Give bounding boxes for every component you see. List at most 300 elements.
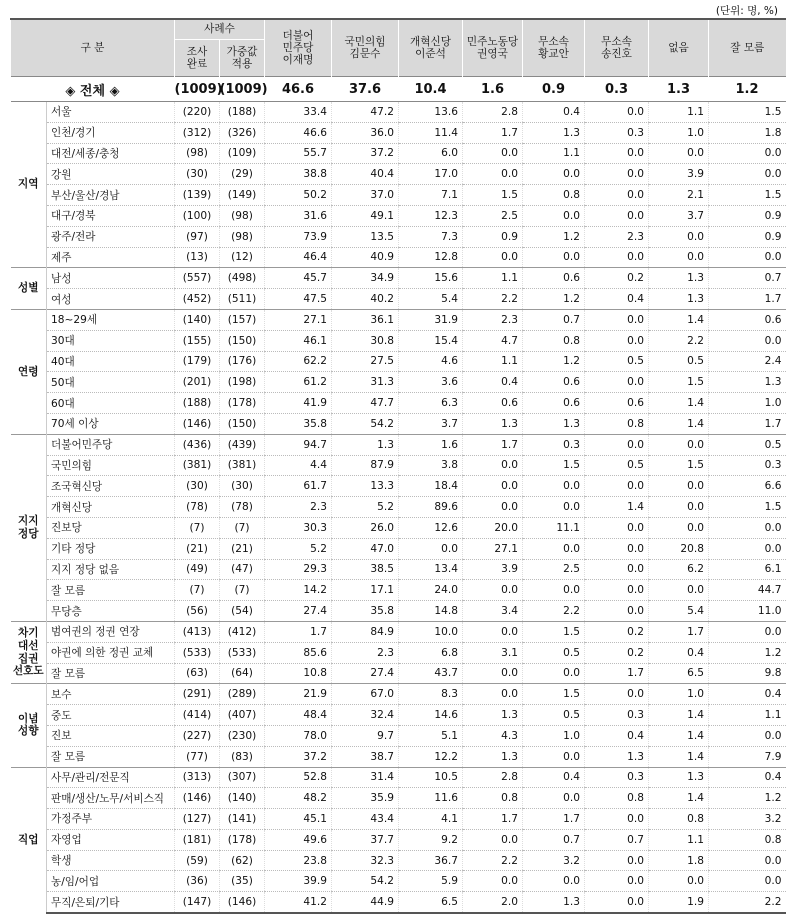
table-row — [11, 143, 786, 164]
value-cell: 0.0 — [523, 247, 585, 268]
n-completed-cell: (146) — [175, 413, 220, 434]
value-cell: 1.7 — [649, 621, 709, 642]
value-cell: 6.1 — [709, 559, 786, 580]
value-cell: 2.0 — [463, 892, 523, 913]
value-cell: 8.3 — [399, 684, 463, 705]
row-label: 강원 — [47, 164, 175, 185]
value-cell: 47.2 — [332, 102, 399, 123]
n-weighted-cell: (54) — [220, 601, 265, 622]
n-completed-cell: (59) — [175, 850, 220, 871]
header-candidate: 무소속 송진호 — [585, 19, 649, 77]
n-completed-cell: (49) — [175, 559, 220, 580]
value-cell: 0.0 — [585, 164, 649, 185]
n-completed-cell: (97) — [175, 226, 220, 247]
n-weighted-cell: (289) — [220, 684, 265, 705]
value-cell: 89.6 — [399, 497, 463, 518]
value-cell: 27.4 — [265, 601, 332, 622]
row-label: 서울 — [47, 102, 175, 123]
value-cell: 0.0 — [709, 621, 786, 642]
n-weighted-cell: (188) — [220, 102, 265, 123]
n-weighted-cell: (98) — [220, 226, 265, 247]
value-cell: 4.1 — [399, 809, 463, 830]
row-label: 제주 — [47, 247, 175, 268]
value-cell: 4.3 — [463, 725, 523, 746]
n-completed-cell: (98) — [175, 143, 220, 164]
value-cell: 0.0 — [463, 684, 523, 705]
header-candidate: 개혁신당 이준석 — [399, 19, 463, 77]
value-cell: 1.5 — [523, 455, 585, 476]
value-cell: 50.2 — [265, 185, 332, 206]
value-cell: 1.8 — [709, 122, 786, 143]
n-weighted-cell: (98) — [220, 205, 265, 226]
n-weighted-cell: (511) — [220, 289, 265, 310]
value-cell: 0.8 — [585, 413, 649, 434]
value-cell: 20.0 — [463, 517, 523, 538]
value-cell: 94.7 — [265, 434, 332, 455]
value-cell: 1.2 — [523, 226, 585, 247]
value-cell: 0.0 — [649, 434, 709, 455]
value-cell: 38.7 — [332, 746, 399, 767]
value-cell: 1.6 — [399, 434, 463, 455]
row-label: 판매/생산/노무/서비스직 — [47, 788, 175, 809]
value-cell: 26.0 — [332, 517, 399, 538]
row-label: 무직/은퇴/기타 — [47, 892, 175, 913]
n-completed-cell: (36) — [175, 871, 220, 892]
value-cell: 46.4 — [265, 247, 332, 268]
value-cell: 13.3 — [332, 476, 399, 497]
value-cell: 6.8 — [399, 642, 463, 663]
header-sample-completed: 조사 완료 — [175, 40, 220, 77]
value-cell: 0.5 — [709, 434, 786, 455]
value-cell: 0.0 — [649, 247, 709, 268]
n-weighted-cell: (35) — [220, 871, 265, 892]
table-row — [11, 122, 786, 143]
table-row — [11, 829, 786, 850]
value-cell: 27.5 — [332, 351, 399, 372]
value-cell: 0.0 — [585, 309, 649, 330]
value-cell: 0.0 — [463, 476, 523, 497]
value-cell: 12.8 — [399, 247, 463, 268]
value-cell: 2.2 — [709, 892, 786, 913]
value-cell: 12.2 — [399, 746, 463, 767]
value-cell: 2.1 — [649, 185, 709, 206]
header-candidate: 없음 — [649, 19, 709, 77]
value-cell: 0.0 — [709, 538, 786, 559]
value-cell: 29.3 — [265, 559, 332, 580]
value-cell: 1.5 — [709, 102, 786, 123]
value-cell: 0.0 — [709, 517, 786, 538]
table-row — [11, 226, 786, 247]
value-cell: 0.0 — [585, 185, 649, 206]
value-cell: 1.5 — [709, 185, 786, 206]
row-label: 광주/전라 — [47, 226, 175, 247]
value-cell: 0.0 — [463, 829, 523, 850]
n-weighted-cell: (47) — [220, 559, 265, 580]
table-row — [11, 642, 786, 663]
row-label: 진보 — [47, 725, 175, 746]
n-completed-cell: (147) — [175, 892, 220, 913]
value-cell: 0.0 — [523, 746, 585, 767]
value-cell: 1.1 — [649, 102, 709, 123]
value-cell: 3.6 — [399, 372, 463, 393]
n-weighted-cell: (407) — [220, 705, 265, 726]
value-cell: 31.3 — [332, 372, 399, 393]
value-cell: 49.1 — [332, 205, 399, 226]
value-cell: 1.7 — [463, 434, 523, 455]
row-label: 야권에 의한 정권 교체 — [47, 642, 175, 663]
value-cell: 18.4 — [399, 476, 463, 497]
value-cell: 3.4 — [463, 601, 523, 622]
total-row — [11, 77, 786, 102]
n-completed-cell: (179) — [175, 351, 220, 372]
value-cell: 0.0 — [523, 205, 585, 226]
value-cell: 1.1 — [523, 143, 585, 164]
value-cell: 55.7 — [265, 143, 332, 164]
value-cell: 0.6 — [523, 268, 585, 289]
value-cell: 1.4 — [649, 393, 709, 414]
value-cell: 17.1 — [332, 580, 399, 601]
value-cell: 0.7 — [709, 268, 786, 289]
row-label: 가정주부 — [47, 809, 175, 830]
n-weighted-cell: (21) — [220, 538, 265, 559]
row-label: 학생 — [47, 850, 175, 871]
row-label: 국민의힘 — [47, 455, 175, 476]
n-weighted-cell: (176) — [220, 351, 265, 372]
value-cell: 0.3 — [709, 455, 786, 476]
header-gubun: 구 분 — [11, 19, 175, 77]
value-cell: 35.9 — [332, 788, 399, 809]
value-cell: 0.4 — [523, 102, 585, 123]
value-cell: 13.5 — [332, 226, 399, 247]
group-label: 성별 — [11, 268, 47, 310]
value-cell: 0.3 — [585, 767, 649, 788]
header-candidate: 더불어 민주당 이재명 — [265, 19, 332, 77]
value-cell: 2.8 — [463, 767, 523, 788]
total-label: ◈ 전체 ◈ — [11, 77, 175, 102]
total-value: 46.6 — [265, 77, 332, 102]
value-cell: 27.1 — [463, 538, 523, 559]
value-cell: 0.8 — [709, 829, 786, 850]
value-cell: 0.0 — [523, 580, 585, 601]
value-cell: 1.0 — [709, 393, 786, 414]
value-cell: 1.0 — [649, 122, 709, 143]
value-cell: 0.0 — [709, 871, 786, 892]
value-cell: 13.6 — [399, 102, 463, 123]
table-row — [11, 809, 786, 830]
value-cell: 41.9 — [265, 393, 332, 414]
value-cell: 3.8 — [399, 455, 463, 476]
n-weighted-cell: (7) — [220, 580, 265, 601]
value-cell: 27.4 — [332, 663, 399, 684]
n-weighted-cell: (150) — [220, 330, 265, 351]
value-cell: 54.2 — [332, 413, 399, 434]
value-cell: 1.2 — [523, 289, 585, 310]
value-cell: 61.2 — [265, 372, 332, 393]
value-cell: 0.4 — [523, 767, 585, 788]
value-cell: 1.3 — [523, 892, 585, 913]
header-candidate: 국민의힘 김문수 — [332, 19, 399, 77]
table-row — [11, 580, 786, 601]
value-cell: 1.1 — [709, 705, 786, 726]
value-cell: 2.2 — [463, 289, 523, 310]
value-cell: 14.2 — [265, 580, 332, 601]
group-section — [11, 434, 786, 621]
value-cell: 15.6 — [399, 268, 463, 289]
table-row — [11, 538, 786, 559]
value-cell: 5.9 — [399, 871, 463, 892]
n-weighted-cell: (412) — [220, 621, 265, 642]
value-cell: 0.0 — [523, 164, 585, 185]
value-cell: 0.0 — [585, 205, 649, 226]
value-cell: 49.6 — [265, 829, 332, 850]
value-cell: 35.8 — [332, 601, 399, 622]
value-cell: 31.9 — [399, 309, 463, 330]
value-cell: 0.6 — [709, 309, 786, 330]
row-label: 중도 — [47, 705, 175, 726]
value-cell: 0.0 — [585, 330, 649, 351]
value-cell: 61.7 — [265, 476, 332, 497]
value-cell: 0.0 — [463, 497, 523, 518]
value-cell: 0.4 — [709, 767, 786, 788]
value-cell: 0.0 — [585, 247, 649, 268]
value-cell: 41.2 — [265, 892, 332, 913]
value-cell: 1.4 — [649, 705, 709, 726]
n-completed-cell: (381) — [175, 455, 220, 476]
value-cell: 14.6 — [399, 705, 463, 726]
value-cell: 1.9 — [649, 892, 709, 913]
value-cell: 1.4 — [585, 497, 649, 518]
total-value: 0.9 — [523, 77, 585, 102]
value-cell: 1.3 — [709, 372, 786, 393]
value-cell: 38.5 — [332, 559, 399, 580]
n-weighted-cell: (109) — [220, 143, 265, 164]
value-cell: 46.1 — [265, 330, 332, 351]
value-cell: 0.0 — [709, 247, 786, 268]
n-weighted-cell: (439) — [220, 434, 265, 455]
n-weighted-cell: (149) — [220, 185, 265, 206]
table-row — [11, 559, 786, 580]
header-samples: 사례수 — [175, 19, 265, 40]
value-cell: 32.4 — [332, 705, 399, 726]
value-cell: 0.0 — [523, 788, 585, 809]
table-row — [11, 601, 786, 622]
value-cell: 0.0 — [523, 476, 585, 497]
value-cell: 1.0 — [523, 725, 585, 746]
row-label: 60대 — [47, 393, 175, 414]
group-section — [11, 102, 786, 268]
value-cell: 37.7 — [332, 829, 399, 850]
n-completed-cell: (312) — [175, 122, 220, 143]
value-cell: 1.4 — [649, 309, 709, 330]
value-cell: 2.8 — [463, 102, 523, 123]
value-cell: 33.4 — [265, 102, 332, 123]
value-cell: 1.4 — [649, 788, 709, 809]
value-cell: 87.9 — [332, 455, 399, 476]
value-cell: 0.0 — [585, 102, 649, 123]
n-completed-cell: (63) — [175, 663, 220, 684]
row-label: 40대 — [47, 351, 175, 372]
total-n-completed: (1009) — [175, 77, 220, 102]
value-cell: 4.4 — [265, 455, 332, 476]
n-weighted-cell: (307) — [220, 767, 265, 788]
table-row — [11, 413, 786, 434]
value-cell: 44.9 — [332, 892, 399, 913]
value-cell: 1.5 — [523, 621, 585, 642]
value-cell: 1.7 — [463, 809, 523, 830]
value-cell: 17.0 — [399, 164, 463, 185]
n-weighted-cell: (146) — [220, 892, 265, 913]
value-cell: 1.8 — [649, 850, 709, 871]
total-value: 10.4 — [399, 77, 463, 102]
value-cell: 43.4 — [332, 809, 399, 830]
value-cell: 30.8 — [332, 330, 399, 351]
total-n-weighted: (1009) — [220, 77, 265, 102]
value-cell: 0.0 — [463, 871, 523, 892]
total-value: 37.6 — [332, 77, 399, 102]
value-cell: 5.4 — [649, 601, 709, 622]
value-cell: 9.8 — [709, 663, 786, 684]
value-cell: 0.0 — [649, 143, 709, 164]
value-cell: 13.4 — [399, 559, 463, 580]
n-completed-cell: (7) — [175, 580, 220, 601]
value-cell: 0.3 — [585, 122, 649, 143]
header-candidate: 잘 모름 — [709, 19, 786, 77]
value-cell: 5.2 — [265, 538, 332, 559]
row-label: 잘 모름 — [47, 746, 175, 767]
value-cell: 0.0 — [585, 143, 649, 164]
value-cell: 37.2 — [332, 143, 399, 164]
value-cell: 20.8 — [649, 538, 709, 559]
row-label: 부산/울산/경남 — [47, 185, 175, 206]
value-cell: 0.4 — [585, 725, 649, 746]
value-cell: 11.6 — [399, 788, 463, 809]
value-cell: 0.6 — [463, 393, 523, 414]
table-row — [11, 205, 786, 226]
value-cell: 11.0 — [709, 601, 786, 622]
row-label: 농/임/어업 — [47, 871, 175, 892]
value-cell: 31.6 — [265, 205, 332, 226]
value-cell: 0.0 — [709, 143, 786, 164]
value-cell: 37.0 — [332, 185, 399, 206]
row-label: 자영업 — [47, 829, 175, 850]
n-completed-cell: (146) — [175, 788, 220, 809]
value-cell: 4.7 — [463, 330, 523, 351]
unit-note: (단위: 명, %) — [715, 5, 778, 17]
n-completed-cell: (313) — [175, 767, 220, 788]
value-cell: 1.2 — [523, 351, 585, 372]
value-cell: 2.5 — [463, 205, 523, 226]
value-cell: 1.3 — [332, 434, 399, 455]
value-cell: 0.0 — [585, 580, 649, 601]
value-cell: 1.4 — [649, 413, 709, 434]
n-weighted-cell: (157) — [220, 309, 265, 330]
value-cell: 0.0 — [585, 684, 649, 705]
table-row — [11, 663, 786, 684]
value-cell: 1.3 — [463, 413, 523, 434]
table-row — [11, 788, 786, 809]
n-weighted-cell: (78) — [220, 497, 265, 518]
value-cell: 21.9 — [265, 684, 332, 705]
value-cell: 6.5 — [649, 663, 709, 684]
value-cell: 0.0 — [463, 164, 523, 185]
value-cell: 47.5 — [265, 289, 332, 310]
value-cell: 1.2 — [709, 642, 786, 663]
value-cell: 47.7 — [332, 393, 399, 414]
n-completed-cell: (436) — [175, 434, 220, 455]
n-completed-cell: (78) — [175, 497, 220, 518]
table-row — [11, 102, 786, 123]
value-cell: 2.3 — [463, 309, 523, 330]
value-cell: 5.2 — [332, 497, 399, 518]
total-value: 1.3 — [649, 77, 709, 102]
row-label: 대구/경북 — [47, 205, 175, 226]
n-completed-cell: (155) — [175, 330, 220, 351]
value-cell: 0.3 — [585, 705, 649, 726]
value-cell: 1.5 — [709, 497, 786, 518]
table-row — [11, 351, 786, 372]
value-cell: 47.0 — [332, 538, 399, 559]
table-row — [11, 767, 786, 788]
value-cell: 0.3 — [523, 434, 585, 455]
value-cell: 0.7 — [523, 829, 585, 850]
value-cell: 48.4 — [265, 705, 332, 726]
value-cell: 2.2 — [649, 330, 709, 351]
group-label: 지지 정당 — [11, 434, 47, 621]
value-cell: 34.9 — [332, 268, 399, 289]
table-row — [11, 850, 786, 871]
row-label: 범여권의 정권 연장 — [47, 621, 175, 642]
group-section — [11, 309, 786, 434]
n-weighted-cell: (178) — [220, 829, 265, 850]
value-cell: 0.0 — [463, 663, 523, 684]
row-label: 대전/세종/충청 — [47, 143, 175, 164]
value-cell: 0.0 — [463, 621, 523, 642]
value-cell: 0.0 — [523, 497, 585, 518]
table-row — [11, 705, 786, 726]
value-cell: 0.7 — [585, 829, 649, 850]
n-weighted-cell: (140) — [220, 788, 265, 809]
group-section — [11, 767, 786, 913]
row-label: 진보당 — [47, 517, 175, 538]
value-cell: 38.8 — [265, 164, 332, 185]
value-cell: 27.1 — [265, 309, 332, 330]
value-cell: 1.7 — [523, 809, 585, 830]
row-label: 18~29세 — [47, 309, 175, 330]
value-cell: 12.3 — [399, 205, 463, 226]
value-cell: 11.1 — [523, 517, 585, 538]
value-cell: 0.0 — [709, 850, 786, 871]
group-label: 차기 대선 집권 선호도 — [11, 621, 47, 683]
value-cell: 0.5 — [523, 705, 585, 726]
row-label: 보수 — [47, 684, 175, 705]
group-label: 직업 — [11, 767, 47, 913]
table-row — [11, 684, 786, 705]
table-row — [11, 746, 786, 767]
value-cell: 40.2 — [332, 289, 399, 310]
value-cell: 4.6 — [399, 351, 463, 372]
n-weighted-cell: (29) — [220, 164, 265, 185]
n-weighted-cell: (7) — [220, 517, 265, 538]
value-cell: 84.9 — [332, 621, 399, 642]
value-cell: 0.4 — [585, 289, 649, 310]
value-cell: 2.3 — [585, 226, 649, 247]
row-label: 50대 — [47, 372, 175, 393]
value-cell: 37.2 — [265, 746, 332, 767]
table-row — [11, 372, 786, 393]
value-cell: 24.0 — [399, 580, 463, 601]
n-completed-cell: (13) — [175, 247, 220, 268]
value-cell: 1.3 — [523, 122, 585, 143]
